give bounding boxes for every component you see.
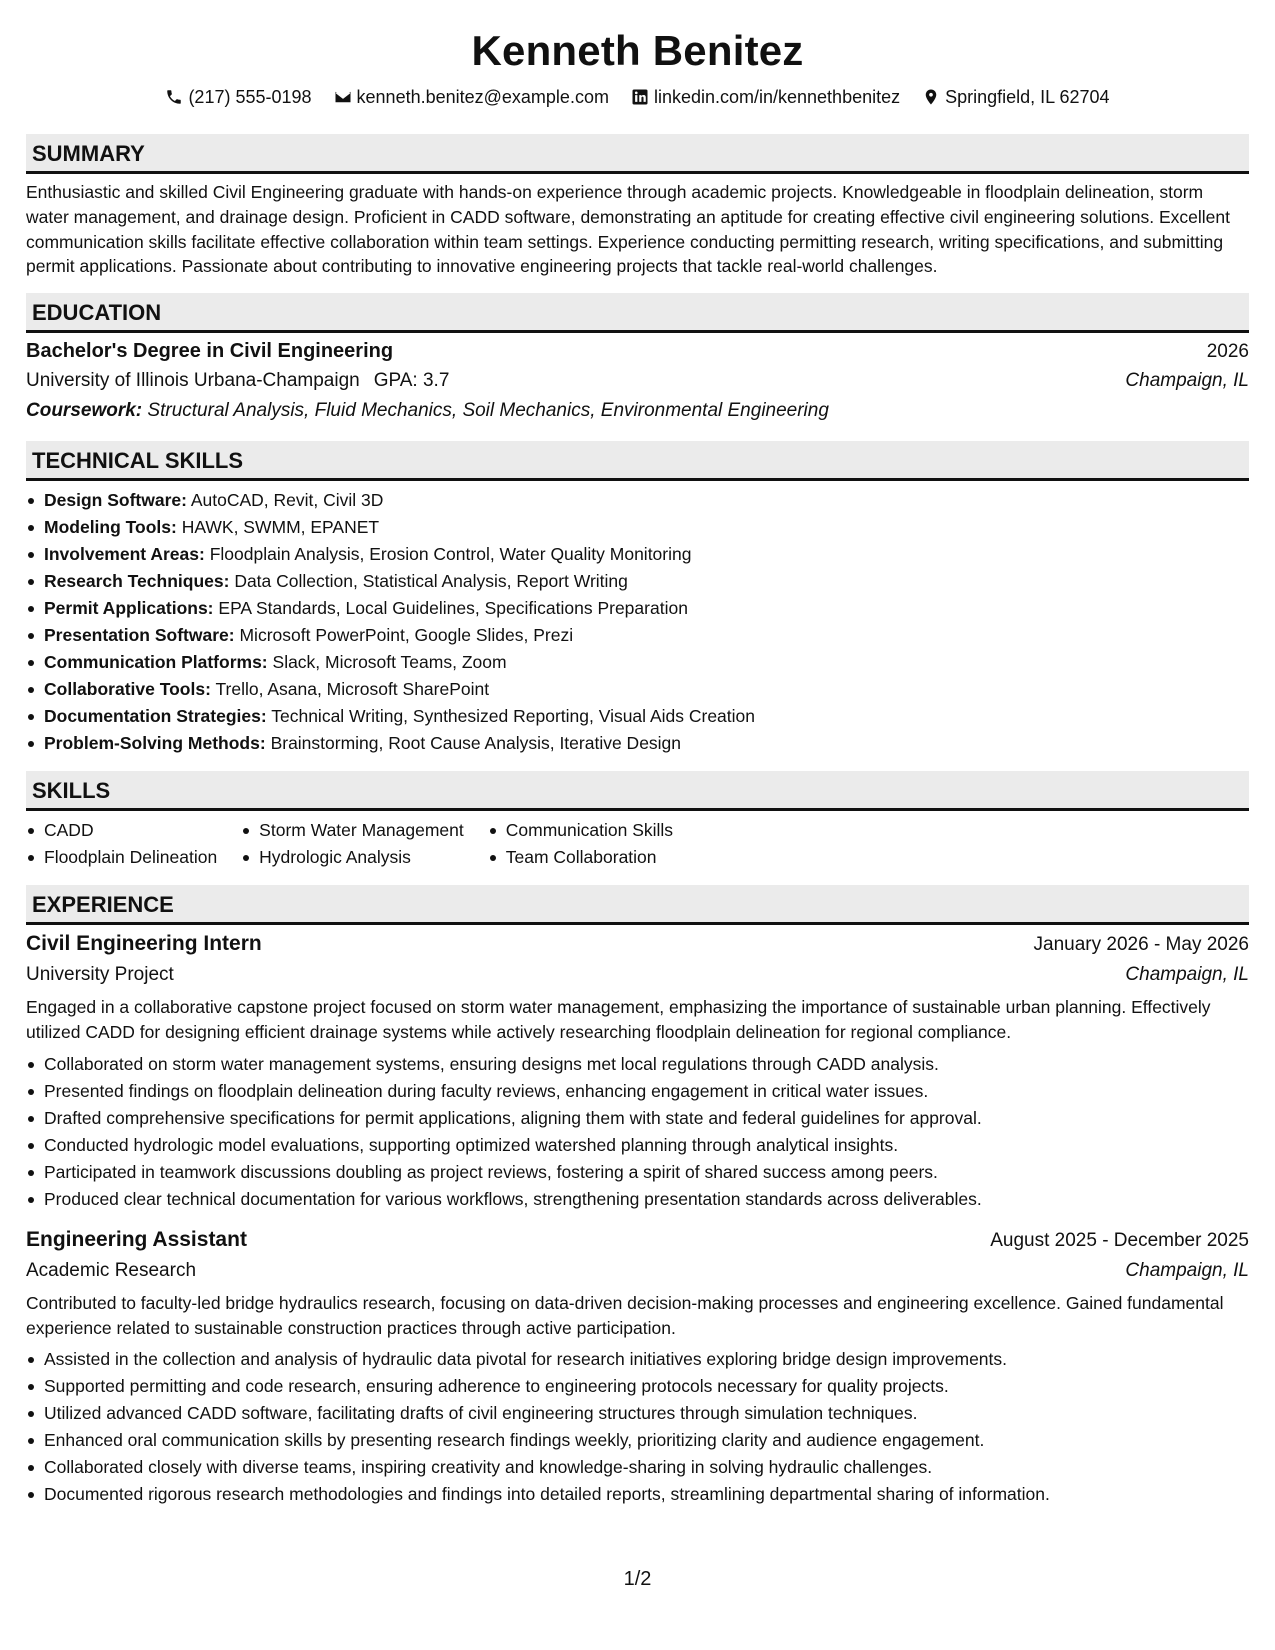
school-location: Champaign, IL xyxy=(1125,370,1249,392)
contact-phone xyxy=(165,86,311,108)
technical-skills-heading: TECHNICAL SKILLS xyxy=(26,441,1249,481)
list-item xyxy=(26,649,1249,676)
school-name: University of Illinois Urbana-Champaign xyxy=(26,370,360,392)
list-item xyxy=(26,487,1249,514)
list-item: Collaborated closely with diverse teams, inspiring creativity and knowledge-sharing in solving hydraulic challenges. xyxy=(26,1454,1249,1481)
skills-heading: SKILLS xyxy=(26,771,1249,811)
job-entry xyxy=(26,931,1249,1213)
skill-category: Problem-Solving Methods: xyxy=(44,733,266,754)
skill-category: Communication Platforms: xyxy=(44,652,268,673)
list-item: Storm Water Management xyxy=(241,817,464,844)
job-location: Champaign, IL xyxy=(1125,1259,1249,1281)
job-description: Contributed to faculty-led bridge hydraulics research, focusing on data-driven decision-making processes and engineering excellence. Gained fundamental experience related to sustainable construction practices through active participation. xyxy=(26,1292,1224,1338)
education-school-row xyxy=(26,369,1249,393)
list-item xyxy=(26,568,1249,595)
list-item: Enhanced oral communication skills by presenting research findings weekly, prioritizing clarity and audience engagement. xyxy=(26,1427,1249,1454)
skill-values: EPA Standards, Local Guidelines, Specifications Preparation xyxy=(218,598,688,619)
list-item: Participated in teamwork discussions doubling as project reviews, fostering a spirit of shared success among peers. xyxy=(26,1159,1249,1186)
list-item: Conducted hydrologic model evaluations, supporting optimized watershed planning through analytical insights. xyxy=(26,1132,1249,1159)
list-item: Floodplain Delineation xyxy=(26,844,217,871)
summary-heading: SUMMARY xyxy=(26,134,1249,174)
skills-column xyxy=(26,817,217,871)
contact-bar xyxy=(26,86,1249,108)
skill-category: Documentation Strategies: xyxy=(44,706,267,727)
list-item: Documented rigorous research methodologies and findings into detailed reports, streamlining departmental sharing of information. xyxy=(26,1481,1249,1508)
skill-values: Trello, Asana, Microsoft SharePoint xyxy=(215,679,490,700)
degree-title: Bachelor's Degree in Civil Engineering xyxy=(26,340,394,363)
skill-values: Data Collection, Statistical Analysis, Report Writing xyxy=(234,571,628,592)
job-organization: Academic Research xyxy=(26,1259,197,1281)
phone-icon xyxy=(165,88,183,106)
page-number: 1/2 xyxy=(623,1568,652,1590)
skill-values: Slack, Microsoft Teams, Zoom xyxy=(272,652,507,673)
list-item xyxy=(26,514,1249,541)
skill-values: Floodplain Analysis, Erosion Control, Water Quality Monitoring xyxy=(209,544,692,565)
list-item xyxy=(26,595,1249,622)
skills-column xyxy=(241,817,464,871)
contact-email[interactable] xyxy=(334,86,609,108)
school-info xyxy=(26,369,449,393)
map-pin-icon xyxy=(922,88,940,106)
skill-category: Collaborative Tools: xyxy=(44,679,211,700)
job-title-row xyxy=(26,931,1249,957)
list-item: CADD xyxy=(26,817,217,844)
job-org-row xyxy=(26,963,1249,987)
job-dates: January 2026 - May 2026 xyxy=(1033,934,1249,956)
job-bullets xyxy=(26,1346,1249,1508)
job-title-row xyxy=(26,1227,1249,1253)
list-item: Collaborated on storm water management systems, ensuring designs met local regulations through CADD analysis. xyxy=(26,1051,1249,1078)
skill-category: Presentation Software: xyxy=(44,625,235,646)
skill-category: Research Techniques: xyxy=(44,571,230,592)
job-bullets xyxy=(26,1051,1249,1213)
skill-values: AutoCAD, Revit, Civil 3D xyxy=(190,490,384,511)
list-item xyxy=(26,622,1249,649)
job-org-row xyxy=(26,1259,1249,1283)
linkedin-link[interactable]: linkedin.com/in/kennethbenitez xyxy=(653,87,901,107)
education-degree-row xyxy=(26,333,1249,363)
technical-skills-list xyxy=(26,487,1249,757)
candidate-name: Kenneth Benitez xyxy=(471,27,804,74)
list-item: Supported permitting and code research, ensuring adherence to engineering protocols necessary for quality projects. xyxy=(26,1373,1249,1400)
education-heading: EDUCATION xyxy=(26,293,1249,333)
resume-page xyxy=(26,0,1249,1650)
job-title: Civil Engineering Intern xyxy=(26,932,262,956)
skill-category: Involvement Areas: xyxy=(44,544,205,565)
list-item: Team Collaboration xyxy=(488,844,673,871)
contact-location xyxy=(922,86,1109,108)
job-description: Engaged in a collaborative capstone project focused on storm water management, emphasizing the importance of sustainable urban planning. Effectively utilized CADD for designing efficient drainage systems while actively researching floodplain delineation for regional compliance. xyxy=(26,997,1211,1042)
skill-values: Brainstorming, Root Cause Analysis, Iterative Design xyxy=(270,733,682,754)
list-item xyxy=(26,730,1249,757)
envelope-icon xyxy=(334,88,352,106)
list-item: Assisted in the collection and analysis of hydraulic data pivotal for research initiatives exploring bridge design improvements. xyxy=(26,1346,1249,1373)
coursework-list: Structural Analysis, Fluid Mechanics, Soil Mechanics, Environmental Engineering xyxy=(147,400,829,422)
skills-grid xyxy=(26,817,1249,871)
job-title: Engineering Assistant xyxy=(26,1227,247,1251)
job-organization: University Project xyxy=(26,964,174,986)
list-item xyxy=(26,703,1249,730)
location-text: Springfield, IL 62704 xyxy=(945,87,1110,107)
list-item: Communication Skills xyxy=(488,817,673,844)
skill-category: Permit Applications: xyxy=(44,598,214,619)
skill-values: HAWK, SWMM, EPANET xyxy=(181,517,380,538)
coursework-label: Coursework: xyxy=(26,400,143,422)
graduation-year: 2026 xyxy=(1206,341,1249,363)
list-item xyxy=(26,676,1249,703)
job-location: Champaign, IL xyxy=(1125,964,1249,986)
list-item: Utilized advanced CADD software, facilitating drafts of civil engineering structures through simulation techniques. xyxy=(26,1400,1249,1427)
summary-text: Enthusiastic and skilled Civil Engineering graduate with hands-on experience through academic projects. Knowledgeable in floodplain delineation, storm water management, and drainage design. Proficient in CADD software, demonstrating an aptitude for creating effective civil engineering solutions. Excellent communication skills facilitate effective collaboration within team settings. Experience conducting permitting research, writing specifications, and submitting permit applications. Passionate about contributing to innovative engineering projects that tackle real-world challenges. xyxy=(26,182,1230,277)
email-link[interactable]: kenneth.benitez@example.com xyxy=(356,87,609,107)
list-item xyxy=(26,541,1249,568)
skill-values: Technical Writing, Synthesized Reporting, Visual Aids Creation xyxy=(271,706,756,727)
skills-column xyxy=(488,817,673,871)
gpa: GPA: 3.7 xyxy=(373,370,450,392)
list-item: Drafted comprehensive specifications for permit applications, aligning them with state and federal guidelines for approval. xyxy=(26,1105,1249,1132)
contact-linkedin[interactable] xyxy=(631,86,900,108)
experience-heading: EXPERIENCE xyxy=(26,885,1249,925)
skill-category: Modeling Tools: xyxy=(44,517,177,538)
list-item: Hydrologic Analysis xyxy=(241,844,464,871)
skill-category: Design Software: xyxy=(44,490,187,511)
coursework xyxy=(26,399,1249,423)
job-dates: August 2025 - December 2025 xyxy=(990,1229,1249,1251)
phone-text: (217) 555-0198 xyxy=(188,87,312,107)
skill-values: Microsoft PowerPoint, Google Slides, Prezi xyxy=(239,625,574,646)
linkedin-icon xyxy=(631,88,649,106)
list-item: Presented findings on floodplain delineation during faculty reviews, enhancing engagement in critical water issues. xyxy=(26,1078,1249,1105)
job-entry xyxy=(26,1227,1249,1509)
list-item: Produced clear technical documentation for various workflows, strengthening presentation standards across deliverables. xyxy=(26,1186,1249,1213)
